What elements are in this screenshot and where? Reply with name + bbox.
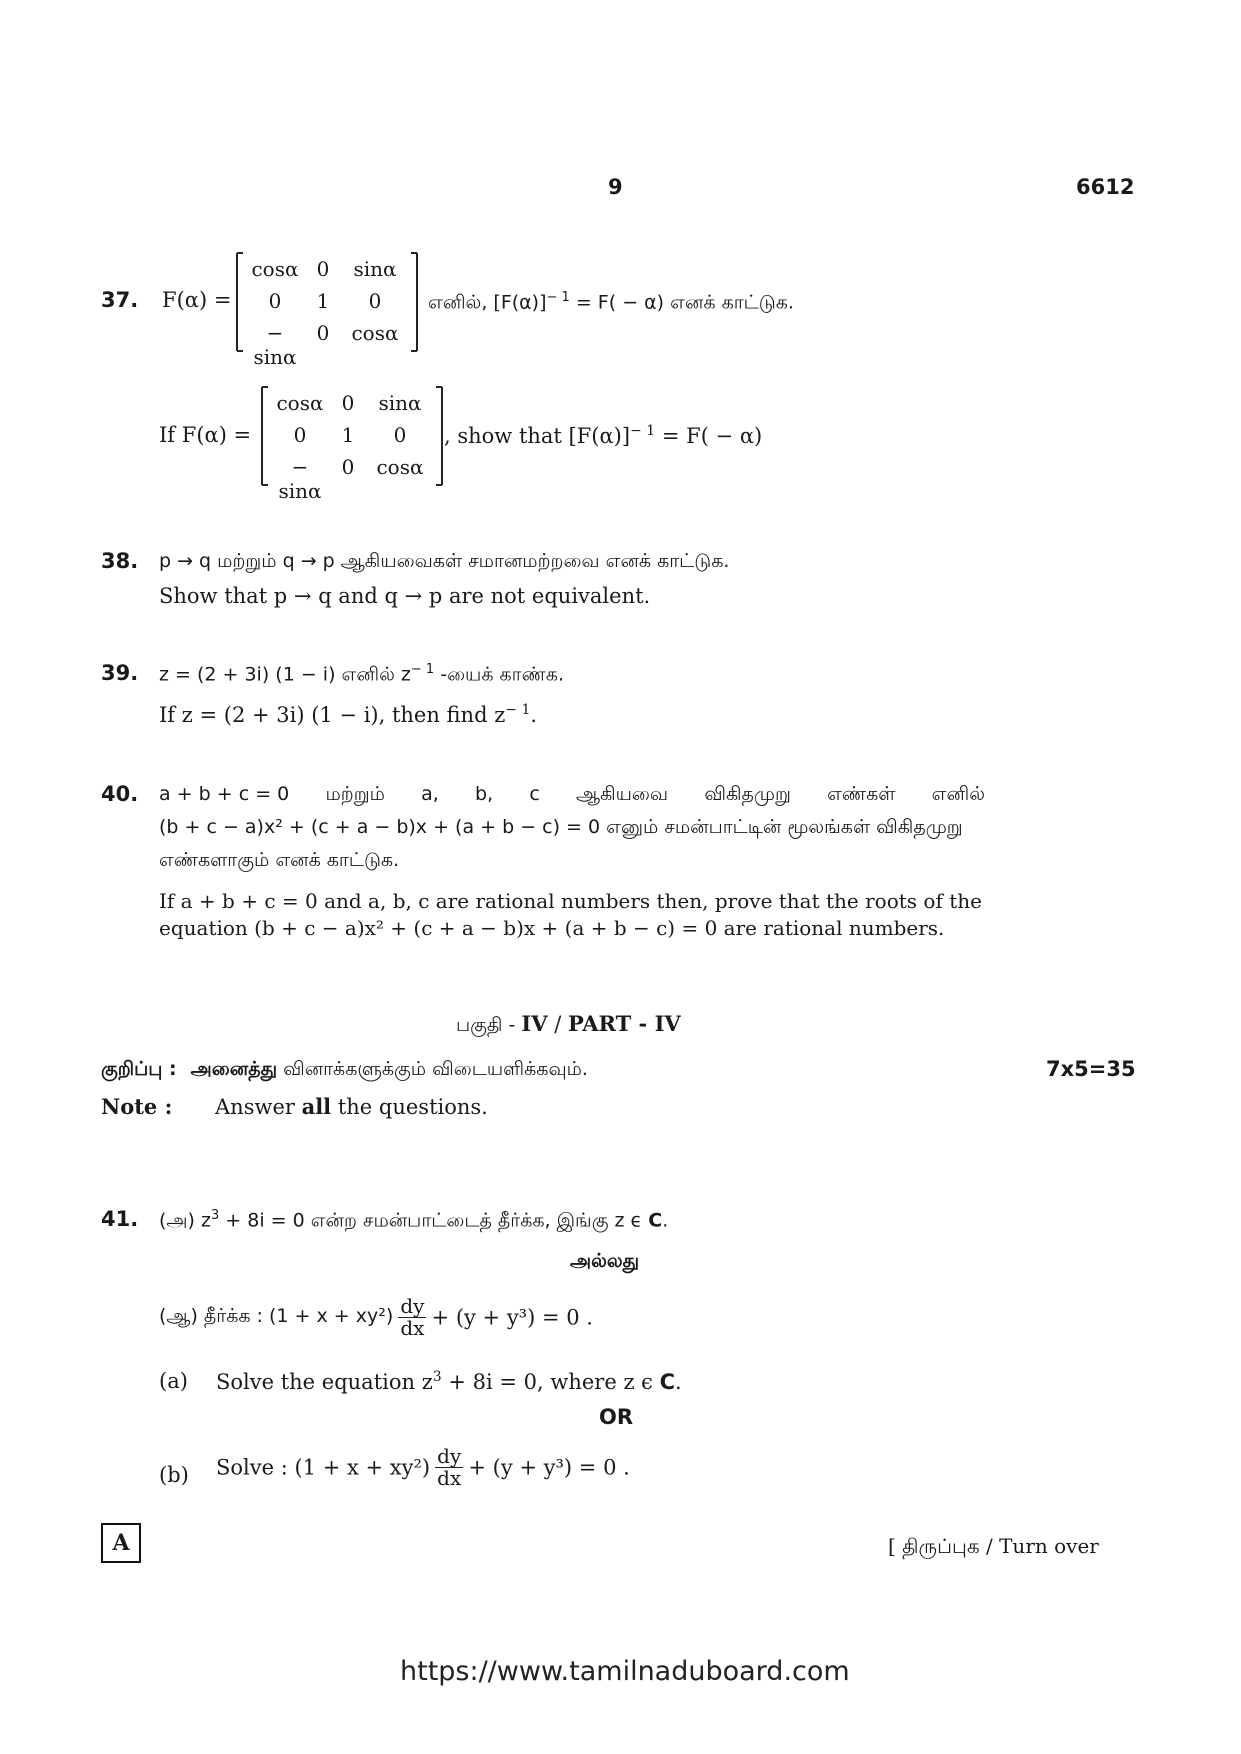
question-number-37: 37.: [101, 288, 139, 312]
part-heading-tamil: பகுதி -: [456, 1014, 522, 1036]
dy-dx-fraction: [435, 1446, 463, 1489]
note-en-bold: all: [301, 1094, 332, 1119]
q41-a-tamil-C: C: [648, 1209, 663, 1232]
matrix-cell: sinα: [353, 257, 397, 281]
matrix-cell: cosα: [276, 391, 324, 415]
frac-denominator: dx: [400, 1316, 425, 1340]
matrix-cell: 0: [393, 423, 407, 447]
q37-tamil-sup: − 1: [546, 290, 570, 305]
q41-b-en-tail: + (y + y³) = 0 .: [468, 1455, 630, 1480]
q41-a-en-label: (a): [159, 1369, 188, 1393]
q38-english: Show that p → q and q → p are not equivalent.: [159, 584, 651, 608]
q38-tamil: p → q மற்றும் q → p ஆகியவைகள் சமானமற்றவை எனக் காட்டுக.: [159, 550, 730, 572]
matrix-cell: cosα: [251, 257, 299, 281]
matrix-row: [238, 257, 416, 289]
q37-en-if: If F(α) =: [159, 423, 252, 447]
turn-over: [ திருப்புக / Turn over: [888, 1534, 1099, 1558]
part-heading-english: PART - IV: [567, 1011, 681, 1036]
matrix-cell: 0: [341, 391, 355, 415]
website-url: https://www.tamilnaduboard.com: [400, 1656, 850, 1687]
q39-english: [159, 702, 537, 727]
note-en-b: the questions.: [331, 1095, 488, 1119]
matrix-cell: cosα: [351, 321, 399, 345]
q40-english-line-1: If a + b + c = 0 and a, b, c are rational numbers then, prove that the roots of the: [159, 889, 982, 913]
q41-a-tamil-pre: (அ) z: [159, 1209, 211, 1232]
q39-english-b: .: [530, 703, 538, 727]
q40-english-line-2: equation (b + c − a)x² + (c + a − b)x + (a + b − c) = 0 are rational numbers.: [159, 916, 945, 940]
matrix-cell: 0: [293, 423, 307, 447]
q41-b-en-label: (b): [159, 1463, 189, 1487]
matrix-row: [238, 321, 416, 369]
q39-english-a: If z = (2 + 3i) (1 − i), then find z: [159, 703, 506, 727]
part-iv-heading: [456, 1011, 681, 1039]
q41-a-en-C: C: [659, 1370, 676, 1394]
matrix-cell: 0: [368, 289, 382, 313]
q39-english-sup: − 1: [505, 702, 531, 718]
note-en-a: Answer: [215, 1095, 302, 1119]
q41-b-english: [216, 1446, 630, 1489]
matrix-row: [263, 391, 441, 423]
q40-tamil-line-3: எண்களாகும் எனக் காட்டுக.: [159, 849, 400, 871]
q37-matrix-tamil: [236, 253, 418, 369]
frac-denominator: dx: [437, 1466, 462, 1490]
or-tamil: அல்லது: [570, 1250, 640, 1272]
q37-en-rest: , show that [F(α)]: [444, 424, 631, 448]
frac-numerator: dy: [437, 1444, 462, 1468]
note-english: [215, 1094, 488, 1119]
q41-a-en-pre: Solve the equation z: [216, 1370, 433, 1394]
version-box: A: [101, 1523, 141, 1563]
q41-a-en-sup: 3: [432, 1369, 442, 1385]
q41-a-tamil: [159, 1208, 668, 1234]
note-english-label: Note :: [101, 1094, 173, 1119]
marks-scheme: 7x5=35: [1046, 1057, 1136, 1081]
q41-b-en-pre: Solve : (1 + x + xy²): [216, 1455, 431, 1480]
q40-tamil-line-1: a + b + c = 0 மற்றும் a, b, c ஆகியவை விகிதமுறு எண்கள் எனில்: [159, 783, 985, 805]
or-english: OR: [599, 1405, 634, 1429]
note-tamil-rest: வினாக்களுக்கும் விடையளிக்கவும்.: [277, 1058, 588, 1080]
frac-numerator: dy: [400, 1294, 425, 1318]
note-tamil: [101, 1058, 588, 1083]
q37-tamil-after: = F( − α) எனக் காட்டுக.: [569, 291, 794, 314]
matrix-cell: sinα: [378, 391, 422, 415]
dy-dx-fraction: [398, 1296, 426, 1339]
matrix-cell: 0: [316, 257, 330, 281]
q41-a-tamil-post: + 8i = 0 என்ற சமன்பாட்டைத் தீர்க்க, இங்கு z ϵ: [219, 1209, 649, 1232]
q41-b-tamil: [159, 1296, 593, 1339]
q39-tamil-b: -யைக் காண்க.: [434, 663, 564, 686]
question-number-41: 41.: [101, 1207, 139, 1231]
matrix-cell: cosα: [376, 455, 424, 479]
question-number-38: 38.: [101, 549, 139, 573]
paper-code: 6612: [1076, 175, 1135, 199]
q37-en-sup: − 1: [630, 423, 656, 439]
question-number-40: 40.: [101, 782, 139, 806]
q37-english-text: [444, 423, 762, 448]
q39-tamil: [159, 662, 564, 688]
matrix-cell: 1: [316, 289, 330, 313]
q37-tamil-rest: எனில், [F(α)]: [428, 291, 547, 314]
note-tamil-label: குறிப்பு :: [101, 1058, 177, 1080]
matrix-row: [238, 289, 416, 321]
page-number: 9: [608, 175, 623, 199]
matrix-cell: 0: [316, 321, 330, 345]
note-tamil-bold: அனைத்து: [190, 1058, 278, 1080]
part-heading-iv: IV: [521, 1011, 548, 1036]
q39-tamil-a: z = (2 + 3i) (1 − i) எனில் z: [159, 663, 411, 686]
q39-tamil-sup: − 1: [410, 662, 435, 677]
q41-a-tamil-sup: 3: [210, 1208, 220, 1223]
q41-a-en-end: .: [675, 1370, 682, 1394]
q37-en-after: = F( − α): [655, 424, 763, 448]
matrix-cell: 1: [341, 423, 355, 447]
q41-a-tamil-end: .: [662, 1209, 669, 1232]
q37-tamil-text: [428, 290, 794, 316]
q37-matrix-english: [261, 387, 443, 503]
matrix-cell: − sinα: [253, 321, 297, 369]
matrix-row: [263, 423, 441, 455]
part-heading-sep: /: [547, 1012, 568, 1036]
matrix-row: [263, 455, 441, 503]
matrix-cell: 0: [268, 289, 282, 313]
q41-b-tamil-pre: (ஆ) தீர்க்க : (1 + x + xy²): [159, 1305, 394, 1327]
q37-lhs: F(α) =: [162, 288, 232, 312]
matrix-cell: − sinα: [278, 455, 322, 503]
q40-tamil-line-2: (b + c − a)x² + (c + a − b)x + (a + b − c) = 0 எனும் சமன்பாட்டின் மூலங்கள் விகிதமுறு: [159, 816, 963, 838]
q41-a-en-post: + 8i = 0, where z ϵ: [441, 1370, 660, 1394]
q41-b-tail: + (y + y³) = 0 .: [431, 1305, 593, 1330]
q41-a-english: [216, 1369, 682, 1394]
question-number-39: 39.: [101, 661, 139, 685]
matrix-cell: 0: [341, 455, 355, 479]
